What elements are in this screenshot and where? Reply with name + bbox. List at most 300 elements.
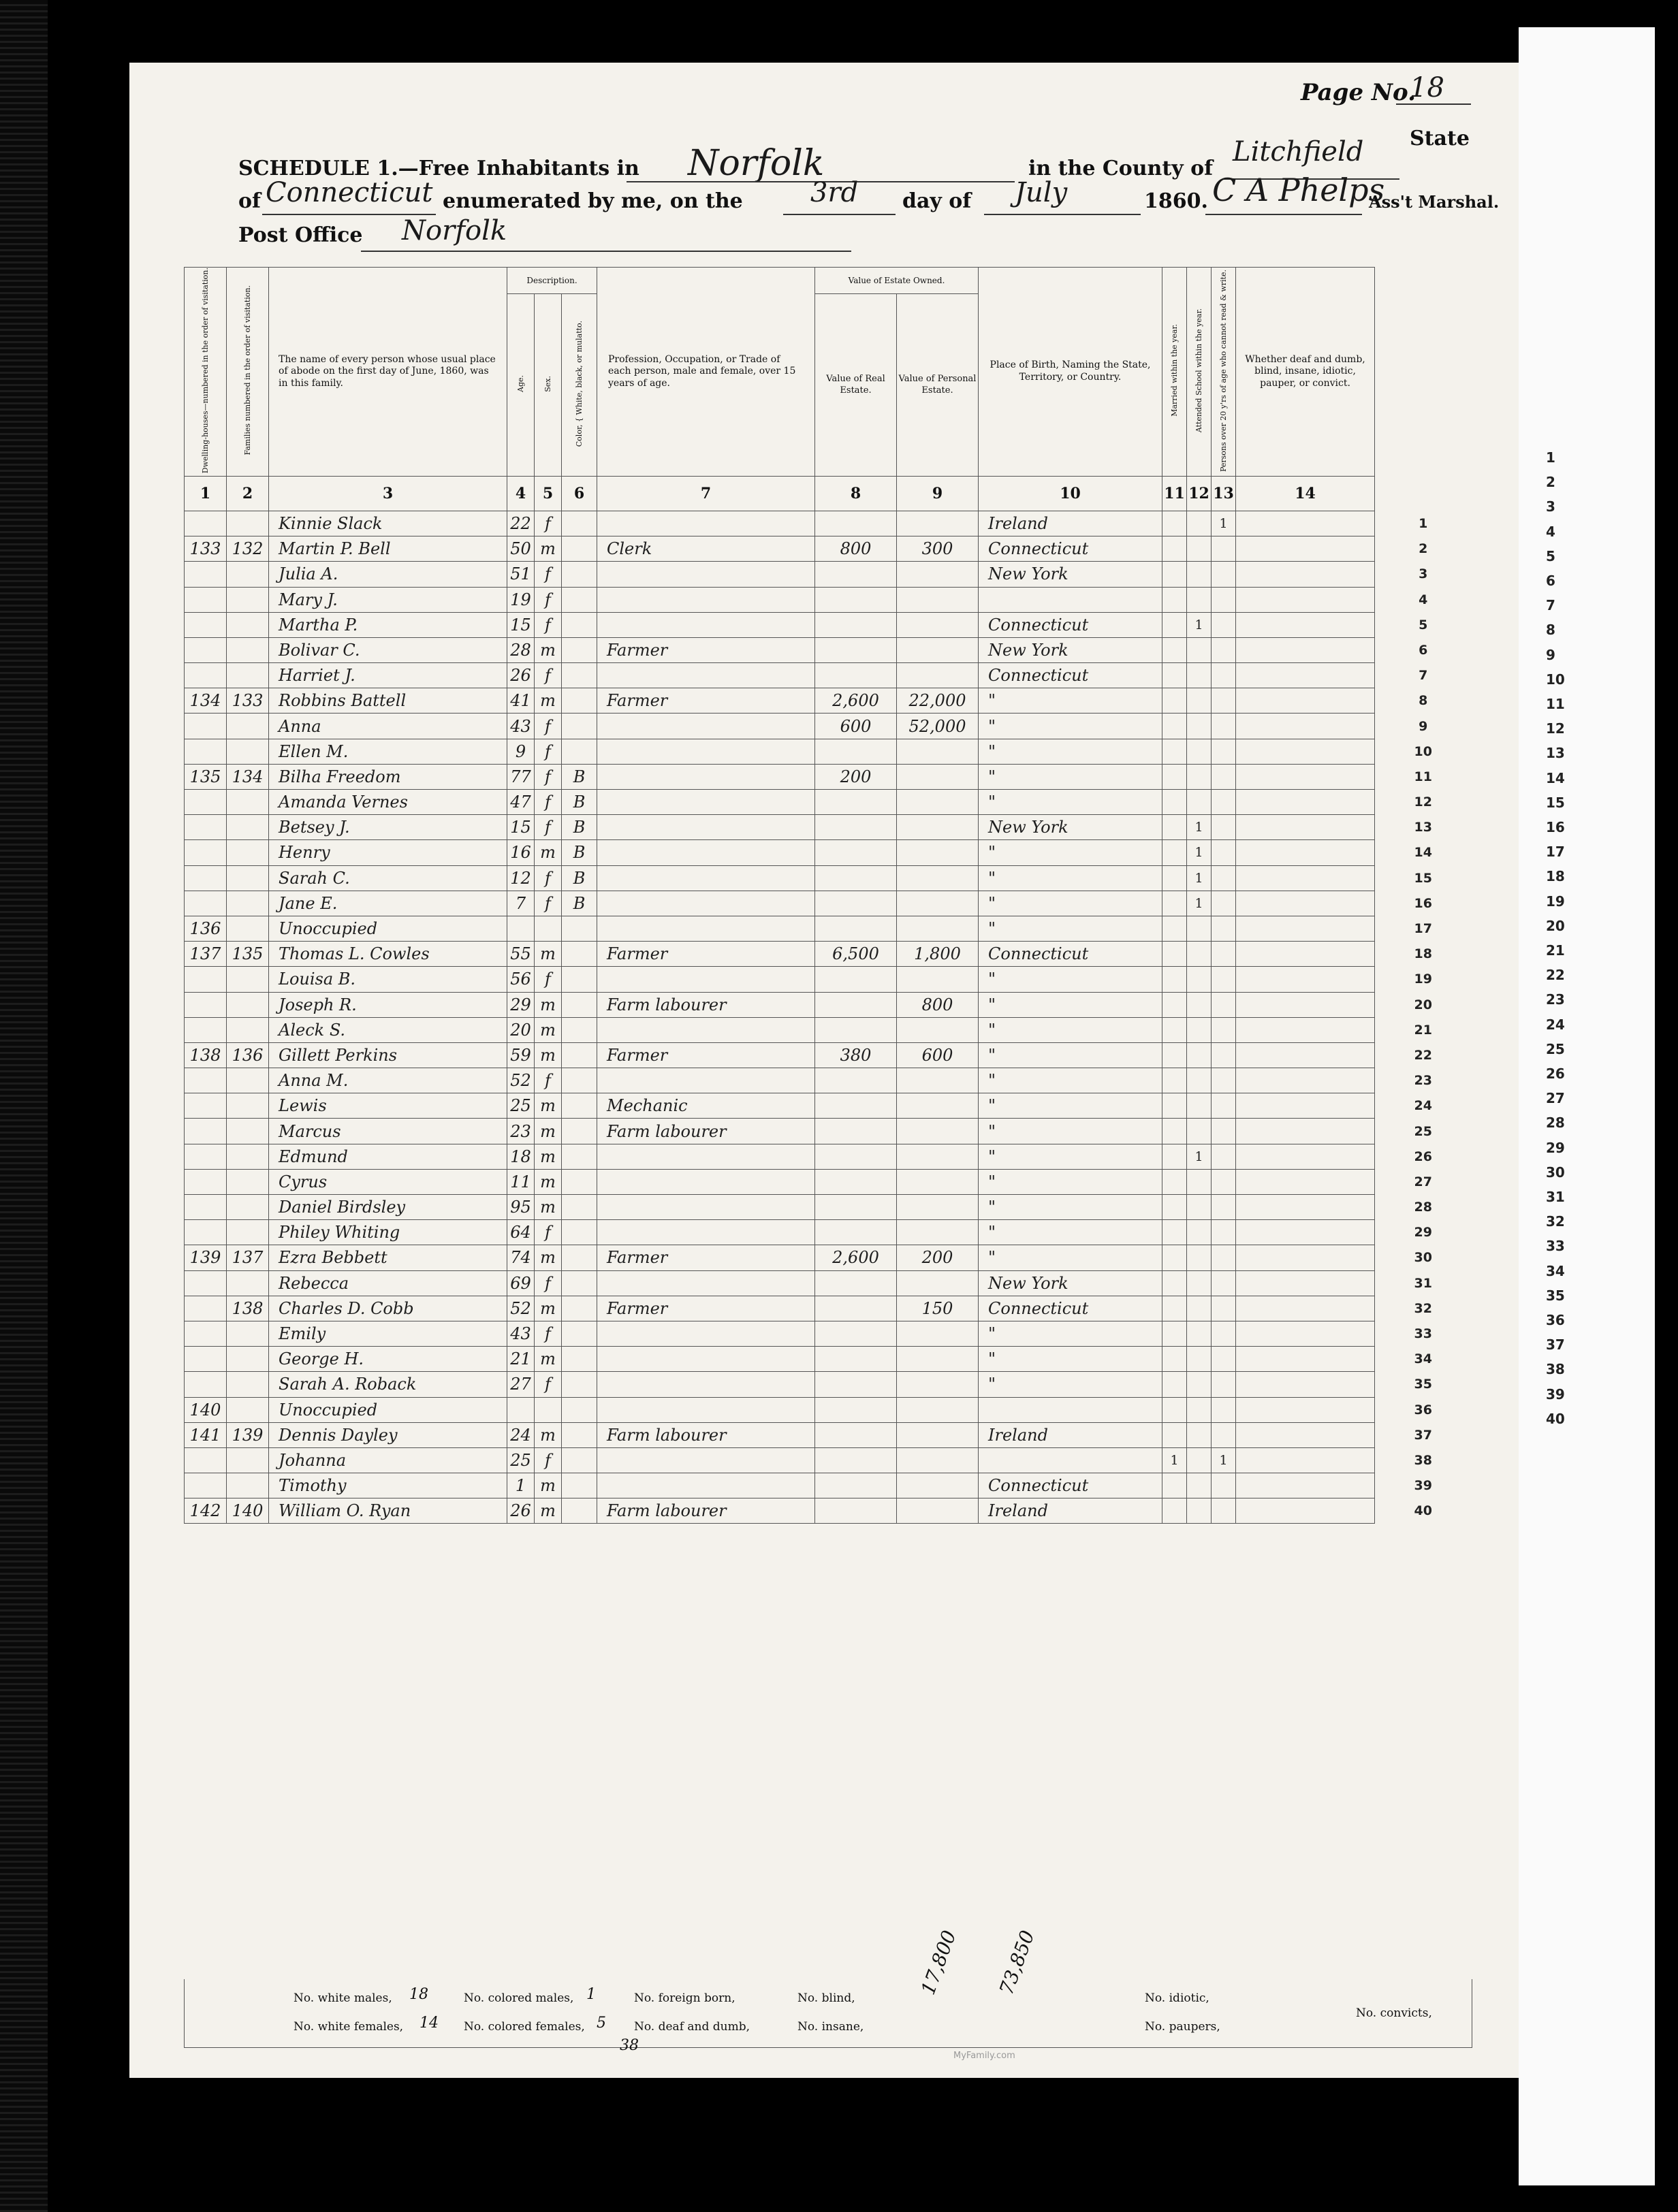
personal-estate-value [897,739,979,764]
color [562,1447,597,1473]
age: 51 [507,562,535,587]
header-illiterate: Persons over 20 y'rs of age who cannot read & write. [1212,268,1236,477]
cannot-read-write [1212,942,1236,967]
occupation [597,714,815,739]
personal-estate-value: 22,000 [897,688,979,714]
married-within-year [1162,1144,1187,1169]
birthplace: New York [979,637,1162,662]
marshal-signature: C A Phelps [1212,172,1385,208]
age: 24 [507,1422,535,1447]
occupation [597,1068,815,1093]
table-row [185,1422,1472,1447]
table-row [185,739,1472,764]
cannot-read-write [1212,967,1236,992]
birthplace: " [979,1347,1162,1372]
attended-school [1187,663,1212,688]
family-number [227,1093,269,1119]
attended-school [1187,536,1212,562]
person-name: Rebecca [269,1270,507,1296]
color [562,1245,597,1270]
person-name: Edmund [269,1144,507,1169]
real-estate-value [815,790,897,815]
birthplace: " [979,1220,1162,1245]
occupation [597,1447,815,1473]
row-number: 9 [1419,718,1428,734]
table-row [185,1321,1472,1346]
row-number: 24 [1414,1098,1432,1114]
real-estate-value [815,967,897,992]
white-females-label: No. white females, [294,2020,404,2034]
sex: f [535,865,562,891]
table-row [185,511,1472,536]
occupation: Clerk [597,536,815,562]
town-name: Norfolk [688,143,825,184]
family-number: 134 [227,764,269,789]
real-estate-value [815,562,897,587]
margin-line-number: 27 [1546,1090,1565,1107]
dwelling-number [185,511,227,536]
cannot-read-write [1212,1498,1236,1524]
sex: f [535,764,562,789]
cannot-read-write [1212,1220,1236,1245]
married-within-year [1162,1195,1187,1220]
person-name: Martin P. Bell [269,536,507,562]
age: 15 [507,612,535,637]
row-number: 33 [1414,1326,1432,1342]
table-row [185,1498,1472,1524]
dwelling-number [185,1447,227,1473]
personal-estate-value [897,511,979,536]
sex: f [535,714,562,739]
personal-estate-value [897,1270,979,1296]
personal-estate-value [897,1473,979,1498]
margin-line-number: 5 [1546,547,1555,564]
real-estate-value: 2,600 [815,1245,897,1270]
birthplace: Connecticut [979,536,1162,562]
married-within-year [1162,1017,1187,1042]
person-name: Kinnie Slack [269,511,507,536]
cannot-read-write [1212,714,1236,739]
dwelling-number: 140 [185,1397,227,1422]
dwelling-number: 136 [185,916,227,941]
family-number [227,1119,269,1144]
personal-estate-value [897,790,979,815]
occupation [597,1347,815,1372]
married-within-year [1162,815,1187,840]
attended-school: 1 [1187,815,1212,840]
color [562,992,597,1017]
family-number [227,714,269,739]
dwelling-number [185,1068,227,1093]
real-estate-value [815,815,897,840]
sex: f [535,562,562,587]
real-estate-value [815,1270,897,1296]
married-within-year [1162,1397,1187,1422]
occupation: Farmer [597,942,815,967]
color [562,1220,597,1245]
personal-estate-value [897,612,979,637]
condition [1236,739,1375,764]
family-number [227,790,269,815]
occupation [597,587,815,612]
person-name: Joseph R. [269,992,507,1017]
occupation [597,1220,815,1245]
marshal-label: Ass't Marshal. [1369,192,1500,212]
attended-school: 1 [1187,840,1212,865]
family-number: 132 [227,536,269,562]
colored-females-value: 5 [597,2015,606,2032]
married-within-year [1162,1347,1187,1372]
person-name: Sarah A. Roback [269,1372,507,1397]
family-number [227,663,269,688]
row-number: 18 [1414,946,1432,962]
personal-estate-value [897,663,979,688]
dwelling-number [185,637,227,662]
age: 27 [507,1372,535,1397]
attended-school [1187,1220,1212,1245]
birthplace: " [979,865,1162,891]
col-num: 12 [1187,476,1212,511]
real-estate-value [815,1220,897,1245]
color [562,1397,597,1422]
birthplace: " [979,1321,1162,1346]
condition [1236,942,1375,967]
header-color: Color, { White, black, or mulatto. [562,294,597,477]
color [562,536,597,562]
color [562,1473,597,1498]
cannot-read-write [1212,865,1236,891]
birthplace: " [979,1245,1162,1270]
dwelling-number [185,790,227,815]
birthplace: New York [979,1270,1162,1296]
white-females-value: 14 [420,2015,439,2032]
header-description: Description. [507,268,597,294]
age: 7 [507,891,535,916]
married-within-year [1162,1169,1187,1194]
cannot-read-write [1212,1195,1236,1220]
sex: m [535,1473,562,1498]
table-row [185,865,1472,891]
birthplace: New York [979,562,1162,587]
condition [1236,587,1375,612]
header-condition: Whether deaf and dumb, blind, insane, idiotic, pauper, or convict. [1236,268,1375,477]
margin-line-number: 9 [1546,646,1555,663]
occupation: Farmer [597,1245,815,1270]
cannot-read-write [1212,637,1236,662]
attended-school [1187,688,1212,714]
married-within-year [1162,612,1187,637]
family-number [227,1169,269,1194]
table-row [185,942,1472,967]
person-name: Lewis [269,1093,507,1119]
person-name: Ellen M. [269,739,507,764]
married-within-year [1162,1473,1187,1498]
age [507,916,535,941]
dwelling-number [185,1119,227,1144]
margin-line-number: 16 [1546,819,1565,835]
age: 50 [507,536,535,562]
table-row [185,1347,1472,1372]
row-number: 25 [1414,1123,1432,1139]
condition [1236,1245,1375,1270]
age: 12 [507,865,535,891]
sex: m [535,1347,562,1372]
personal-estate-value [897,815,979,840]
table-row [185,1397,1472,1422]
occupation [597,1270,815,1296]
family-number [227,612,269,637]
occupation: Farm labourer [597,992,815,1017]
married-within-year [1162,1296,1187,1321]
county-name: Litchfield [1233,136,1364,167]
attended-school [1187,1093,1212,1119]
real-estate-value [815,1093,897,1119]
table-row [185,1245,1472,1270]
age: 77 [507,764,535,789]
birthplace [979,1447,1162,1473]
married-within-year [1162,1220,1187,1245]
col-num-margin [1375,476,1472,511]
attended-school [1187,1347,1212,1372]
cannot-read-write [1212,1093,1236,1119]
sex: m [535,1498,562,1524]
occupation [597,815,815,840]
attended-school [1187,1473,1212,1498]
person-name: Robbins Battell [269,688,507,714]
attended-school [1187,637,1212,662]
occupation [597,663,815,688]
person-name: Sarah C. [269,865,507,891]
margin-line-number: 30 [1546,1164,1565,1181]
row-number: 1 [1419,516,1428,532]
occupation [597,1397,815,1422]
header-family: Families numbered in the order of visitation. [227,268,269,477]
person-name: Henry [269,840,507,865]
attended-school [1187,1397,1212,1422]
margin-line-number: 21 [1546,942,1565,959]
row-number: 19 [1414,972,1432,987]
married-within-year [1162,536,1187,562]
birthplace: " [979,764,1162,789]
attended-school [1187,1017,1212,1042]
family-number [227,1195,269,1220]
right-margin-strip [1519,27,1655,2185]
person-name: Bolivar C. [269,637,507,662]
dwelling-number: 138 [185,1042,227,1068]
family-number [227,967,269,992]
sex: m [535,1245,562,1270]
margin-line-number: 3 [1546,498,1555,515]
enumerated-label: enumerated by me, on the [443,189,743,213]
condition [1236,916,1375,941]
sex: m [535,637,562,662]
condition [1236,992,1375,1017]
married-within-year [1162,891,1187,916]
dwelling-number [185,1017,227,1042]
age: 29 [507,992,535,1017]
sex: f [535,790,562,815]
family-number [227,840,269,865]
cannot-read-write: 1 [1212,511,1236,536]
margin-line-number: 24 [1546,1016,1565,1033]
real-estate-value [815,587,897,612]
table-row [185,1296,1472,1321]
condition [1236,1397,1375,1422]
sex: m [535,688,562,714]
age: 69 [507,1270,535,1296]
row-number: 17 [1414,921,1432,937]
personal-estate-value [897,1119,979,1144]
dwelling-number: 141 [185,1422,227,1447]
family-number [227,1372,269,1397]
personal-estate-value [897,1093,979,1119]
row-number: 22 [1414,1047,1432,1063]
age: 9 [507,739,535,764]
person-name: George H. [269,1347,507,1372]
margin-line-number: 19 [1546,893,1565,910]
personal-estate-value [897,1347,979,1372]
col-num: 7 [597,476,815,511]
occupation: Farmer [597,637,815,662]
sex: f [535,739,562,764]
condition [1236,1017,1375,1042]
birthplace: " [979,1372,1162,1397]
married-within-year [1162,587,1187,612]
cannot-read-write [1212,1169,1236,1194]
row-number: 11 [1414,769,1432,784]
age: 22 [507,511,535,536]
color: B [562,790,597,815]
person-name: Philey Whiting [269,1220,507,1245]
attended-school: 1 [1187,865,1212,891]
family-number: 138 [227,1296,269,1321]
margin-line-number: 28 [1546,1115,1565,1132]
occupation: Farm labourer [597,1498,815,1524]
cannot-read-write [1212,1473,1236,1498]
cannot-read-write [1212,1144,1236,1169]
header-estate: Value of Estate Owned. [815,268,979,294]
person-name: William O. Ryan [269,1498,507,1524]
row-number: 15 [1414,870,1432,886]
dwelling-number [185,967,227,992]
col-num: 6 [562,476,597,511]
watermark: MyFamily.com [953,2051,1015,2061]
dwelling-number: 134 [185,688,227,714]
attended-school [1187,916,1212,941]
header-school: Attended School within the year. [1187,268,1212,477]
person-name: Thomas L. Cowles [269,942,507,967]
table-row [185,891,1472,916]
birthplace: " [979,1169,1162,1194]
condition [1236,1042,1375,1068]
attended-school [1187,739,1212,764]
color [562,714,597,739]
attended-school [1187,714,1212,739]
attended-school [1187,1372,1212,1397]
married-within-year [1162,790,1187,815]
birthplace: Ireland [979,1498,1162,1524]
table-row [185,1017,1472,1042]
real-estate-value [815,1296,897,1321]
real-estate-value: 380 [815,1042,897,1068]
dwelling-number [185,1169,227,1194]
color: B [562,865,597,891]
attended-school [1187,790,1212,815]
sex: f [535,511,562,536]
person-name: Emily [269,1321,507,1346]
row-number: 39 [1414,1478,1432,1494]
color [562,1296,597,1321]
attended-school [1187,942,1212,967]
condition [1236,1195,1375,1220]
real-estate-value [815,1068,897,1093]
age: 21 [507,1347,535,1372]
attended-school [1187,1270,1212,1296]
margin-line-number: 22 [1546,967,1565,984]
occupation [597,1372,815,1397]
dwelling-number [185,865,227,891]
sex: f [535,891,562,916]
condition [1236,790,1375,815]
person-name: Johanna [269,1447,507,1473]
sex: m [535,1017,562,1042]
age: 43 [507,1321,535,1346]
birthplace: " [979,1195,1162,1220]
age: 23 [507,1119,535,1144]
family-number [227,587,269,612]
color [562,511,597,536]
age: 64 [507,1220,535,1245]
attended-school: 1 [1187,891,1212,916]
birthplace: " [979,1042,1162,1068]
condition [1236,688,1375,714]
cannot-read-write [1212,790,1236,815]
color [562,916,597,941]
cannot-read-write [1212,992,1236,1017]
white-males-label: No. white males, [294,1991,392,2005]
dwelling-number [185,1473,227,1498]
cannot-read-write [1212,840,1236,865]
married-within-year [1162,562,1187,587]
age: 11 [507,1169,535,1194]
table-row [185,764,1472,789]
real-estate-value: 6,500 [815,942,897,967]
cannot-read-write [1212,1017,1236,1042]
occupation [597,790,815,815]
row-number: 5 [1419,617,1428,632]
personal-estate-value: 200 [897,1245,979,1270]
married-within-year [1162,840,1187,865]
person-name: Unoccupied [269,916,507,941]
row-number: 7 [1419,668,1428,684]
condition [1236,815,1375,840]
color [562,967,597,992]
sex: f [535,1068,562,1093]
birthplace: Connecticut [979,1296,1162,1321]
dwelling-number [185,1220,227,1245]
sex: f [535,967,562,992]
family-number [227,739,269,764]
birthplace: " [979,714,1162,739]
sex: f [535,663,562,688]
post-office-name: Norfolk [402,215,507,246]
margin-line-number: 2 [1546,474,1555,491]
state-name: Connecticut [266,177,433,208]
condition [1236,1321,1375,1346]
col-num: 4 [507,476,535,511]
margin-line-number: 14 [1546,769,1565,786]
birthplace: " [979,1119,1162,1144]
